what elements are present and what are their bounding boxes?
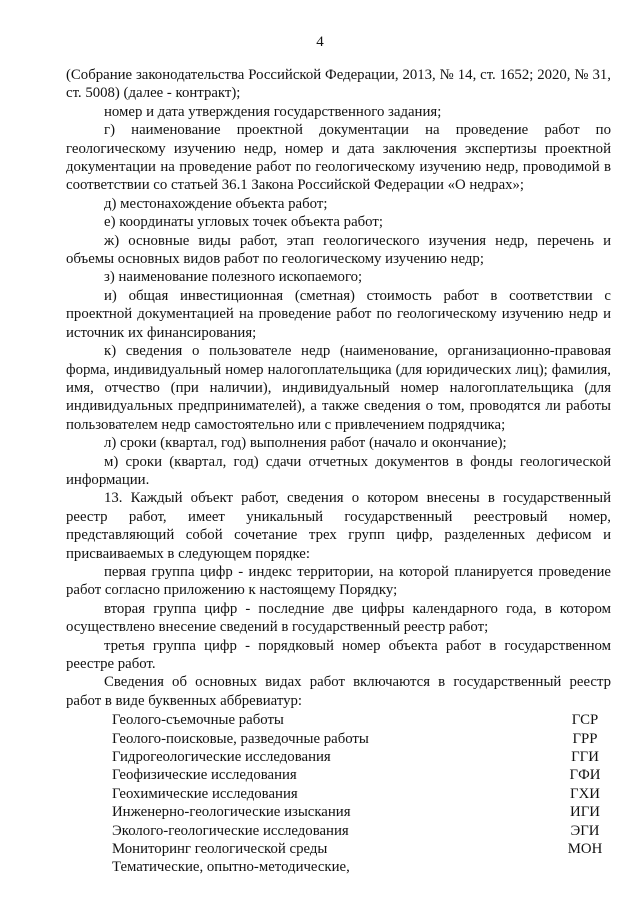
work-type-code: ГХИ — [570, 785, 600, 802]
paragraph-list — [66, 66, 611, 710]
paragraph: ж) основные виды работ, этап геологического изучения недр, перечень и объемы основных видов работ по геологическому изучению недр; — [66, 232, 611, 268]
page-number: 4 — [316, 34, 324, 50]
work-type-code — [559, 858, 611, 876]
work-type-name: Эколого-геологические исследования — [112, 822, 349, 839]
work-type-code: МОН — [567, 841, 603, 858]
paragraph: к) сведения о пользователе недр (наименование, организационно-правовая форма, индивидуальный номер налогоплательщика (для юридических лиц); фамилия, имя, отчество (при наличии), индивидуальный номер налогоплательщика (для индивидуальных предпринимателей), а также сведения о том, проводятся ли работы пользователем недр самостоятельно или с привлечением подрядчика; — [66, 343, 611, 433]
paragraph: третья группа цифр - порядковый номер объекта работ в государственном реестре работ. — [66, 637, 611, 672]
paragraph: первая группа цифр - индекс территории, на которой планируется проведение работ согласно приложению к настоящему Порядку; — [66, 563, 611, 599]
paragraph: з) наименование полезного ископаемого; — [104, 269, 363, 286]
work-type-name: Геолого-съемочные работы — [112, 712, 284, 729]
work-type-code: ИГИ — [570, 804, 600, 821]
work-type-name: Геолого-поисковые, разведочные работы — [112, 730, 369, 747]
work-type-code: ГГИ — [571, 749, 599, 766]
abbreviation-row — [112, 840, 611, 858]
paragraph: е) координаты угловых точек объекта работ; — [104, 214, 383, 231]
abbreviation-row — [112, 766, 611, 784]
work-type-name: Геохимические исследования — [112, 785, 298, 802]
work-type-code: ГРР — [572, 730, 598, 747]
paragraph: д) местонахождение объекта работ; — [104, 195, 328, 212]
abbreviation-list — [112, 711, 611, 877]
paragraph: Сведения об основных видах работ включаются в государственный реестр работ в виде буквенных аббревиатур: — [66, 674, 611, 709]
paragraph: 13. Каждый объект работ, сведения о котором внесены в государственный реестр работ, имеет уникальный государственный реестровый номер, представляющий собой сочетание трех групп цифр, разделенных дефисом и присваиваемых в следующем порядке: — [66, 490, 611, 562]
work-type-name: Гидрогеологические исследования — [112, 749, 331, 766]
paragraph: номер и дата утверждения государственного задания; — [104, 103, 442, 120]
paragraph: и) общая инвестиционная (сметная) стоимость работ в соответствии с проектной документацией на проведение работ по геологическому изучению недр и источник их финансирования; — [66, 287, 611, 341]
work-type-code: ГФИ — [569, 767, 601, 784]
abbreviation-row — [112, 748, 611, 766]
abbreviation-row — [112, 730, 611, 748]
paragraph: (Собрание законодательства Российской Федерации, 2013, № 14, ст. 1652; 2020, № 31, ст. 5008) (далее - контракт); — [66, 67, 611, 102]
abbreviation-row — [112, 803, 611, 821]
work-type-code: ГСР — [571, 712, 599, 729]
abbreviation-row — [112, 711, 611, 729]
abbreviation-row — [112, 785, 611, 803]
work-type-name: Геофизические исследования — [112, 767, 297, 784]
document-body — [66, 66, 611, 877]
paragraph: вторая группа цифр - последние две цифры календарного года, в котором осуществлено внесение сведений в государственный реестр работ; — [66, 600, 611, 636]
paragraph: м) сроки (квартал, год) сдачи отчетных документов в фонды геологической информации. — [66, 453, 611, 488]
work-type-name: Инженерно-геологические изыскания — [112, 804, 351, 821]
work-type-name: Мониторинг геологической среды — [112, 841, 328, 858]
work-type-name: Тематические, опытно-методические, — [112, 859, 350, 876]
abbreviation-row — [112, 858, 611, 876]
abbreviation-row — [112, 822, 611, 840]
work-type-code: ЭГИ — [570, 822, 600, 839]
paragraph: л) сроки (квартал, год) выполнения работ (начало и окончание); — [104, 435, 507, 452]
paragraph: г) наименование проектной документации на проведение работ по геологическому изучению недр, номер и дата заключения экспертизы проектной документации на проведение работ по геологическому изучению недр, проводимой в соответствии со статьей 36.1 Закона Российской Федерации «О недрах»; — [66, 122, 611, 194]
